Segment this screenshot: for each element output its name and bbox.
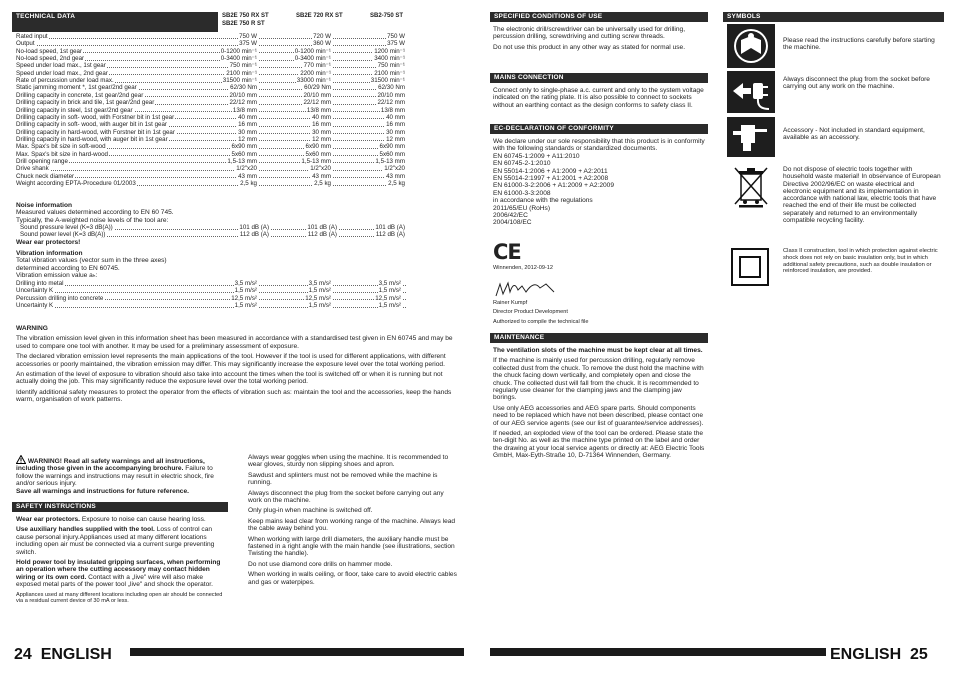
page-number-right xyxy=(830,646,928,664)
noise-section xyxy=(16,202,406,224)
spec-value: 0-1200 min⁻¹ xyxy=(220,47,257,55)
spec-para-2: Do not use this product in any other way as stated for normal use. xyxy=(493,43,686,51)
spec-value: 6x90 mm xyxy=(379,143,405,151)
safety-c2-2: Sawdust and splinters must not be removed while the machine is running. xyxy=(248,471,438,487)
safety-c2-4: Only plug-in when machine is switched off. xyxy=(248,507,373,515)
leader-dots xyxy=(16,302,406,308)
symbol-4-text: Do not dispose of electric tools together with household waste material! In observance of European Directive 2002/96/EC on waste electrical and electronic equipment and its implementation in accordance with national law, electric tools that have reached the end of their life must be collected separately and returned to an environmentally compatible recycling facility. xyxy=(783,166,941,225)
spec-value: 6x90 mm xyxy=(231,143,257,151)
safety-3-text: Contact with a „live" wire will also make exposed metal parts of the power tool „live" and shock the operator. xyxy=(16,573,213,589)
spec-value: 3,5 m/s² xyxy=(308,280,331,287)
spec-value: 112 dB (A) xyxy=(239,231,269,239)
spec-value: 1,5-13 mm xyxy=(301,157,331,165)
spec-row xyxy=(16,295,406,302)
spec-label: Speed under load max., 2nd gear xyxy=(16,69,108,77)
spec-row xyxy=(16,121,406,128)
warning-para-3: An estimation of the level of exposure to vibration should also take into account the times when the tool is switched off or when it is running but not actually doing the job. This may significantly reduce the exposure level over the total working period. xyxy=(16,371,443,386)
spec-value: 62/30 Nm xyxy=(230,84,257,92)
header-bar-tail xyxy=(12,22,218,32)
warning-para-4: Identify additional safety measures to protect the operator from the effects of vibration such as: maintain the tool and the accessories, keep the hands warm, organisation of work patterns. xyxy=(16,388,452,404)
ec-declaration-text: We declare under our sole responsibility that this product is in conformity with the following standards or standardized documents. xyxy=(493,138,705,153)
vibration-table xyxy=(16,280,406,312)
spec-label: Drilling capacity in concrete, 1st gear/2nd gear xyxy=(16,91,144,99)
vibration-title: Vibration information xyxy=(16,250,83,257)
warning-para-2: The declared vibration emission level represents the main applications of the tool. However if the tool is used for different applications, with different accessories or poorly maintained, the vibration emission may differ. This may significantly increase the exposure level over the total working period. xyxy=(16,353,446,368)
spec-value: 22/12 mm xyxy=(229,99,257,107)
safety-1-bold: Wear ear protectors. xyxy=(16,516,81,523)
spec-value: 20/10 mm xyxy=(229,91,257,99)
warning-bold-1: WARNING! Read all safety warnings and all instructions, including those given in the accompanying brochure. xyxy=(16,458,205,473)
spec-value: 770 min⁻¹ xyxy=(303,62,331,70)
unplug-icon xyxy=(727,71,775,113)
spec-value: 40 mm xyxy=(386,113,405,121)
spec-label: Chuck neck diameter xyxy=(16,172,75,180)
spec-value: 40 mm xyxy=(312,113,331,121)
spec-value: 112 dB (A) xyxy=(307,231,337,239)
ec-declaration-title: EC-DECLARATION OF CONFORMITY xyxy=(494,125,614,132)
spec-row xyxy=(16,70,406,77)
spec-value: 43 mm xyxy=(312,172,331,180)
ec-line: EN 60745-2-1:2010 xyxy=(493,160,551,168)
spec-value: 31500 min⁻¹ xyxy=(370,77,405,85)
spec-value: 13/8 mm xyxy=(380,106,405,114)
spec-row xyxy=(16,287,406,294)
spec-value: 101 dB (A) xyxy=(307,224,337,231)
model-col1b: SB2E 750 R ST xyxy=(222,21,265,27)
safety-c2-5: Keep mains lead clear from working range of the machine. Always lead the cable away behind you. xyxy=(248,517,456,533)
leader-dots xyxy=(16,280,406,286)
spec-value: 375 W xyxy=(387,40,405,48)
leader-dots xyxy=(16,287,406,293)
spec-label: Drill opening range xyxy=(16,157,68,165)
spec-value: 1/2"x20 xyxy=(236,165,257,173)
safety-c2-1: Always wear goggles when using the machine. It is recommended to wear gloves, sturdy non slipping shoes and apron. xyxy=(248,454,449,469)
spec-label: Percussion drilling into concrete xyxy=(16,294,104,302)
safety-instructions xyxy=(16,516,228,608)
spec-value: 2,5 kg xyxy=(240,180,257,187)
ec-declaration xyxy=(493,138,707,227)
maintenance-para-3: If needed, an exploded view of the tool can be ordered. Please state the ten-digit No. as well as the machine type printed on the label and order the drawing at your local service agents or directly at: AEG Electric Tools GmbH, Max-Eyth-Straße 10, D-71364 Winnenden, Germany. xyxy=(493,430,705,460)
warning-title: WARNING xyxy=(16,325,48,332)
ec-line: 2011/65/EU (RoHs) xyxy=(493,204,551,212)
spec-value: 16 mm xyxy=(386,121,405,129)
spec-value: 3,5 m/s² xyxy=(234,280,257,287)
safety-warning-block xyxy=(16,455,228,495)
maintenance xyxy=(493,347,707,463)
spec-value: 0-1200 min⁻¹ xyxy=(294,47,331,55)
spec-row xyxy=(16,151,406,158)
ce-mark: CE xyxy=(493,240,521,264)
spec-value: 360 W xyxy=(313,40,331,48)
signer-authorization: Authorized to compile the technical file xyxy=(493,319,589,325)
specified-conditions-header xyxy=(490,12,708,22)
safety-3-bold: Hold power tool by insulated gripping surfaces, when performing an operation where the cutting accessory may contact hidden wiring or its own cord. xyxy=(16,559,221,581)
spec-label: No-load speed, 2nd gear xyxy=(16,55,85,63)
spec-value: 20/10 mm xyxy=(303,91,331,99)
spec-value: 1/2"x20 xyxy=(310,165,331,173)
spec-value: 40 mm xyxy=(238,113,257,121)
spec-value: 30 mm xyxy=(238,128,257,136)
spec-value: 13/8 mm xyxy=(232,106,257,114)
spec-value: 1200 min⁻¹ xyxy=(374,47,405,55)
spec-value: 30 mm xyxy=(386,128,405,136)
warning-para-1: The vibration emission level given in this information sheet has been measured in accordance with a standardised test given in EN 60745 and may be used to compare one tool with another. It may be used for a preliminary assessment of exposure. xyxy=(16,335,453,350)
safety-c2-3: Always disconnect the plug from the socket before carrying out any work on the machine. xyxy=(248,489,444,505)
spec-row xyxy=(16,48,406,55)
ec-line: EN 55014-2:1997 + A1:2001 + A2:2008 xyxy=(493,175,609,183)
spec-value: 3,5 m/s² xyxy=(378,280,401,287)
model-headers xyxy=(218,12,408,32)
spec-value: 5x60 mm xyxy=(231,150,257,158)
spec-row xyxy=(16,99,406,106)
spec-value: 112 dB (A) xyxy=(375,231,405,239)
ec-declaration-header xyxy=(490,124,708,134)
safety-instructions-header xyxy=(12,502,228,512)
spec-value: 2,5 kg xyxy=(314,180,331,187)
spec-value: 750 W xyxy=(239,33,257,40)
spec-label: Output xyxy=(16,40,35,48)
spec-label: Drilling capacity in hard-wood, with auger bit in 1st gear xyxy=(16,135,168,143)
spec-table xyxy=(16,33,406,193)
spec-value: 20/10 mm xyxy=(377,91,405,99)
safety-instructions-title: SAFETY INSTRUCTIONS xyxy=(16,503,96,510)
safety-column-2 xyxy=(248,454,458,589)
spec-label: Drilling into metal xyxy=(16,280,64,287)
spec-label: Drilling capacity in soft- wood, with Forstner bit in 1st gear xyxy=(16,113,175,121)
spec-value: 2100 min⁻¹ xyxy=(374,69,405,77)
spec-row xyxy=(16,158,406,165)
read-manual-icon xyxy=(727,24,775,68)
spec-value: 60/29 Nm xyxy=(304,84,331,92)
ec-line: EN 60745-1:2009 + A11:2010 xyxy=(493,152,580,160)
ec-line: EN 61000-3-3:2008 xyxy=(493,189,551,197)
spec-value: 22/12 mm xyxy=(377,99,405,107)
symbols-header xyxy=(723,12,944,22)
vibration-section xyxy=(16,250,406,280)
ec-line: 2006/42/EC xyxy=(493,212,528,220)
warning-bold-2: Save all warnings and instructions for future reference. xyxy=(16,487,189,495)
spec-value: 12 mm xyxy=(312,135,331,143)
spec-row xyxy=(16,92,406,99)
warning-text-1: Failure to follow the warnings and instructions may result in electric shock, fire and/or serious injury. xyxy=(16,465,214,488)
spec-value: 12,5 m/s² xyxy=(231,294,257,302)
page-number-24: 24 xyxy=(14,646,32,663)
spec-row xyxy=(20,224,406,231)
spec-row xyxy=(16,180,406,187)
spec-value: 5x60 mm xyxy=(379,150,405,158)
declaration-date: Winnenden, 2012-09-12 xyxy=(493,265,554,271)
technical-data-header xyxy=(12,12,218,22)
spec-label: Rated input xyxy=(16,33,48,40)
leader-dots xyxy=(16,165,406,171)
spec-value: 2100 min⁻¹ xyxy=(226,69,257,77)
spec-value: 1,5 m/s² xyxy=(378,287,401,295)
leader-dots xyxy=(16,33,406,39)
spec-value: 1/2"x20 xyxy=(384,165,405,173)
spec-value: 43 mm xyxy=(386,172,405,180)
spec-value: 2200 min⁻¹ xyxy=(300,69,331,77)
mains-connection-text: Connect only to single-phase a.c. current and only to the system voltage indicated on the rating plate. It is also possible to connect to sockets without an earthing contact as the design conforms to safety class II. xyxy=(493,87,704,109)
signature-icon xyxy=(494,278,558,300)
safety-1-text: Exposure to noise can cause hearing loss. xyxy=(80,516,206,523)
spec-value: 12 mm xyxy=(386,135,405,143)
language-label-right: ENGLISH xyxy=(830,646,902,663)
safety-4-text: Appliances used at many different locations including open air should be connected via a residual current device of 30 mA or less. xyxy=(16,591,223,605)
warning-triangle-icon xyxy=(16,455,26,464)
leader-dots xyxy=(16,40,406,46)
spec-value: 16 mm xyxy=(312,121,331,129)
wear-ear-protectors: Wear ear protectors! xyxy=(16,239,81,246)
ec-line: in accordance with the regulations xyxy=(493,197,593,205)
accessory-icon xyxy=(727,117,775,157)
model-col3: SB2-750 ST xyxy=(370,13,404,19)
spec-label: Sound power level (K=3 dB(A)) xyxy=(20,231,106,239)
spec-value: 3400 min⁻¹ xyxy=(374,55,405,63)
spec-value: 0-3400 min⁻¹ xyxy=(294,55,331,63)
spec-value: 13/8 mm xyxy=(306,106,331,114)
spec-label: Uncertainty K xyxy=(16,302,54,310)
noise-text-1: Measured values determined according to EN 60 745. xyxy=(16,209,174,217)
specified-conditions-title: SPECIFIED CONDITIONS OF USE xyxy=(494,13,603,20)
spec-label: Drilling capacity in hard-wood, with Forstner bit in 1st gear xyxy=(16,128,175,136)
spec-value: 22/12 mm xyxy=(303,99,331,107)
spec-value: 33000 min⁻¹ xyxy=(296,77,331,85)
ec-line: 2004/108/EC xyxy=(493,219,532,227)
page-number-25: 25 xyxy=(910,646,928,663)
technical-data-title: TECHNICAL DATA xyxy=(16,13,76,20)
maintenance-para-1: If the machine is mainly used for percussion drilling, regularly remove collected dust from the chuck. To remove the dust hold the machine with the chuck facing down vertically, and completely open and close the chuck. The collected dust will fall from the chuck. It is recommended to regularly use cleaner for the clamping jaws and the clamping jaw borings. xyxy=(493,357,704,402)
ec-line: EN 55014-1:2006 + A1:2009 + A2:2011 xyxy=(493,167,608,175)
language-label-left: ENGLISH xyxy=(40,646,112,663)
symbol-2-text: Always disconnect the plug from the socket before carrying out any work on the machine. xyxy=(783,76,930,91)
noise-text-2: Typically, the A-weighted noise levels of the tool are: xyxy=(16,216,169,224)
page-number-left xyxy=(14,646,112,664)
maintenance-title: MAINTENANCE xyxy=(494,334,545,341)
spec-row xyxy=(16,84,406,91)
spec-row xyxy=(16,280,406,287)
class-ii-icon xyxy=(731,248,769,286)
symbol-3-text: Accessory - Not included in standard equipment, available as an accessory. xyxy=(783,127,925,142)
symbol-1-text: Please read the instructions carefully before starting the machine. xyxy=(783,37,935,52)
safety-c2-7: Do not use diamond core drills on hammer mode. xyxy=(248,560,393,568)
spec-value: 1,5 m/s² xyxy=(234,287,257,295)
spec-row xyxy=(16,77,406,84)
vibration-text-2: determined according to EN 60745. xyxy=(16,264,120,272)
spec-value: 1,5 m/s² xyxy=(308,287,331,295)
spec-value: 30 mm xyxy=(312,128,331,136)
spec-value: 1,5-13 mm xyxy=(227,157,257,165)
spec-value: 6x90 mm xyxy=(305,143,331,151)
specified-conditions xyxy=(493,26,707,54)
spec-label: Rate of percussion under load max. xyxy=(16,77,114,85)
spec-value: 1,5 m/s² xyxy=(234,302,257,310)
spec-label: Drilling capacity in steel, 1st gear/2nd gear xyxy=(16,106,133,114)
maintenance-para-2: Use only AEG accessories and AEG spare parts. Should components need to be replaced which have not been described, please contact one of our AEG service agents (see our list of guarantee/service addresses). xyxy=(493,404,704,427)
spec-label: Weight according EPTA-Procedure 01/2003 xyxy=(16,180,136,187)
spec-row xyxy=(16,136,406,143)
safety-2-bold: Use auxiliary handles supplied with the tool. xyxy=(16,526,155,534)
symbol-5-text: Class II construction, tool in which protection against electric shock does not rely on basic insulation only, but in which additional safety precautions, such as double insulation or reinforced insulation, are provided. xyxy=(783,248,938,275)
spec-row xyxy=(16,33,406,40)
model-col2: SB2E 720 RX ST xyxy=(296,13,343,19)
spec-label: Drilling capacity in brick and tile, 1st gear/2nd gear xyxy=(16,99,155,107)
spec-value: 31500 min⁻¹ xyxy=(222,77,257,85)
spec-row xyxy=(16,165,406,172)
noise-title: Noise information xyxy=(16,202,73,209)
spec-value: 750 W xyxy=(387,33,405,40)
ec-line: EN 61000-3-2:2006 + A1:2009 + A2:2009 xyxy=(493,182,614,190)
symbols-title: SYMBOLS xyxy=(727,13,761,20)
mains-connection-title: MAINS CONNECTION xyxy=(494,74,564,81)
spec-row xyxy=(20,231,406,238)
spec-para-1: The electronic drill/screwdriver can be universally used for drilling, percussion drilling, screwdriving and cutting screw threads. xyxy=(493,26,686,41)
spec-value: 12,5 m/s² xyxy=(305,294,331,302)
spec-value: 1,5 m/s² xyxy=(378,302,401,310)
vibration-text-3: Vibration emission value aₕ: xyxy=(16,272,98,280)
spec-value: 720 W xyxy=(313,33,331,40)
spec-value: 750 min⁻¹ xyxy=(377,62,405,70)
spec-value: 1,5 m/s² xyxy=(308,302,331,310)
spec-row xyxy=(16,143,406,150)
spec-value: 12 mm xyxy=(238,135,257,143)
spec-value: 750 min⁻¹ xyxy=(229,62,257,70)
spec-row xyxy=(16,62,406,69)
model-col1a: SB2E 750 RX ST xyxy=(222,13,269,19)
spec-label: Drilling capacity in soft- wood, with auger bit in 1st gear xyxy=(16,121,167,129)
spec-value: 375 W xyxy=(239,40,257,48)
safety-c2-6: When working with large drill diameters, the auxiliary handle must be fastened in a right angle with the main handle (see illustrations, section Twisting the handle). xyxy=(248,535,455,558)
spec-value: 1,5-13 mm xyxy=(375,157,405,165)
warning-section xyxy=(16,325,458,407)
spec-label: Max. Spax's bit size in soft-wood xyxy=(16,143,106,151)
spec-row xyxy=(16,173,406,180)
spec-value: 5x60 mm xyxy=(305,150,331,158)
spec-label: Drive shank xyxy=(16,165,49,173)
mains-connection-header xyxy=(490,73,708,83)
spec-value: 16 mm xyxy=(238,121,257,129)
spec-row xyxy=(16,129,406,136)
maintenance-header xyxy=(490,333,708,343)
spec-label: Speed under load max., 1st gear xyxy=(16,62,106,70)
spec-value: 62/30 Nm xyxy=(378,84,405,92)
safety-c2-8: When working in walls ceiling, or floor, take care to avoid electric cables and gas or waterpipes. xyxy=(248,571,457,586)
spec-value: 12,5 m/s² xyxy=(375,294,401,302)
spec-value: 43 mm xyxy=(238,172,257,180)
spec-label: No-load speed, 1st gear xyxy=(16,47,83,55)
leader-dots xyxy=(16,158,406,164)
signer-name: Rainer Kumpf xyxy=(493,300,528,306)
spec-row xyxy=(16,55,406,62)
spec-value: 101 dB (A) xyxy=(375,224,405,231)
spec-row xyxy=(16,107,406,114)
spec-label: Uncertainty K xyxy=(16,287,54,295)
spec-label: Static jamming moment *, 1st gear/2nd gear xyxy=(16,84,137,92)
safety-2-text: Loss of control can cause personal injury.Appliances used at many different locations including open air must be connected via a current surge preventing switch. xyxy=(16,526,215,556)
weee-bin-icon xyxy=(727,164,775,208)
noise-table xyxy=(20,224,406,240)
spec-label: Sound pressure level (K=3 dB(A)) xyxy=(20,224,113,231)
spec-row xyxy=(16,302,406,309)
vibration-text-1: Total vibration values (vector sum in the three axes) xyxy=(16,257,167,265)
spec-row xyxy=(16,114,406,121)
spec-label: Max. Spax's bit size in hard-wood xyxy=(16,150,108,158)
spec-row xyxy=(16,40,406,47)
spec-value: 0-3400 min⁻¹ xyxy=(220,55,257,63)
signer-title: Director Product Development xyxy=(493,309,568,315)
maintenance-bold: The ventilation slots of the machine must be kept clear at all times. xyxy=(493,347,703,354)
spec-value: 101 dB (A) xyxy=(239,224,269,231)
spec-value: 2,5 kg xyxy=(388,180,405,187)
